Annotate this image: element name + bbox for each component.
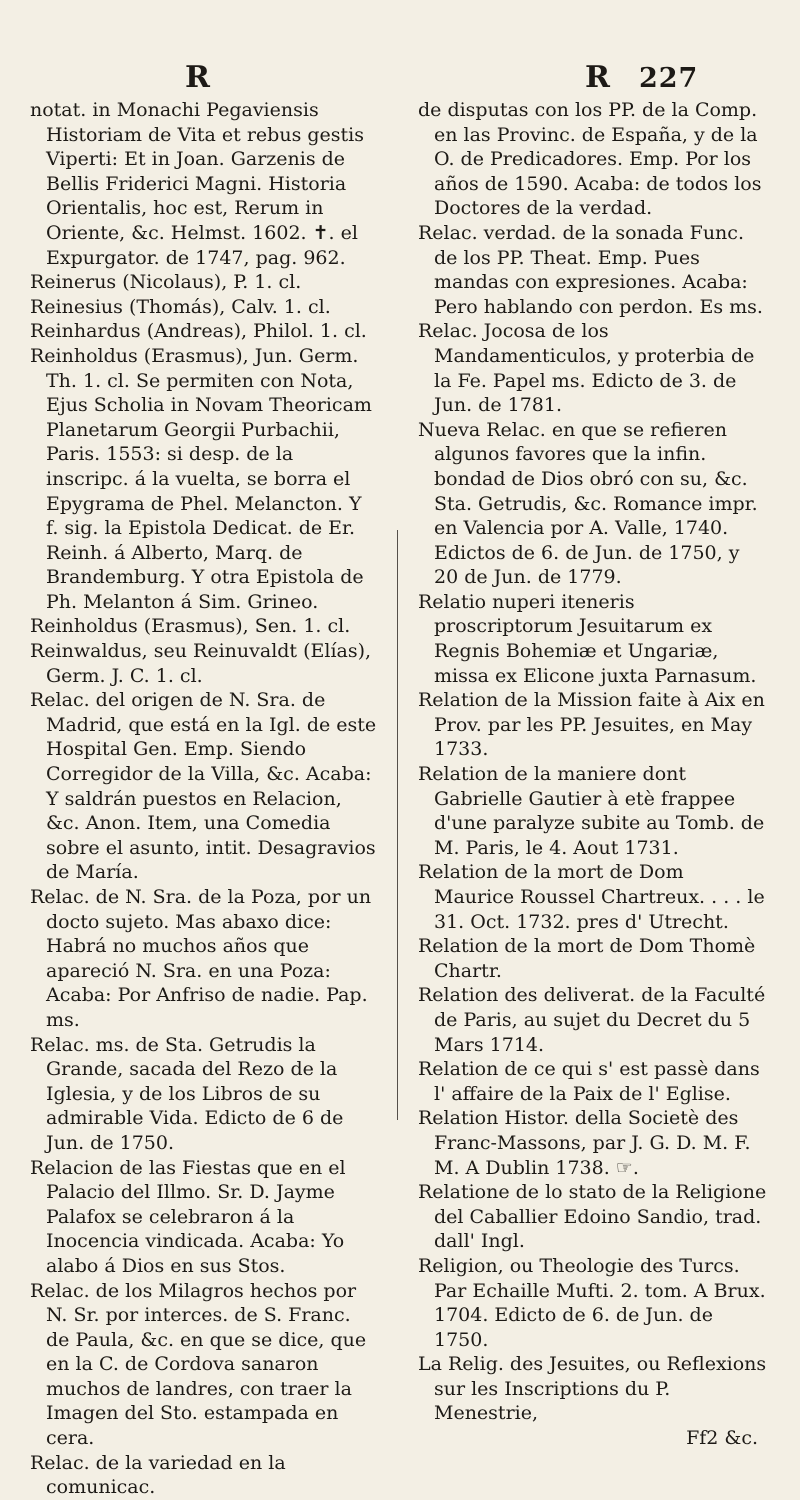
entry: Reinesius (Thomás), Calv. 1. cl. bbox=[30, 295, 331, 318]
entry: Relation Histor. della Societè des Franc-Massons, par J. G. D. M. F. M. A Dublin 1738. ☞. bbox=[418, 1107, 751, 1179]
entry: Relac. Jocosa de los Mandamenticulos, y proterbia de la Fe. Papel ms. Edicto de 3. de Jun. de 1781. bbox=[418, 320, 755, 417]
left-column bbox=[30, 98, 378, 1500]
entry: Relac. del origen de N. Sra. de Madrid, que está en la Igl. de este Hospital Gen. Emp. Siendo Corregidor de la Villa, &c. Acaba: Y saldrán puestos en Relacion, &c. Anon. Item, una Comedia sobre el asunto, intit. Desagravios de María. bbox=[30, 689, 377, 884]
signature-mark: Ff2 &c. bbox=[686, 1427, 758, 1450]
entry: Relac. ms. de Sta. Getrudis la Grande, sacada del Rezo de la Iglesia, y de los Libros de su admirable Vida. Edicto de 6 de Jun. de 1750. bbox=[30, 1033, 344, 1154]
entry: Relation de ce qui s' est passè dans l' affaire de la Paix de l' Eglise. bbox=[418, 1058, 760, 1105]
page-number: 227 bbox=[638, 63, 699, 94]
entry: Relation de la maniere dont Gabrielle Gautier à etè frappee d'une paralyze subite au Tomb. de M. Paris, le 4. Aout 1731. bbox=[418, 763, 765, 859]
entry: Relation de la Mission faite à Aix en Prov. par les PP. Jesuites, en May 1733. bbox=[418, 689, 765, 761]
entry: Relac. verdad. de la sonada Func. de los PP. Theat. Emp. Pues mandas con expresiones. Acaba: Pero hablando con perdon. Es ms. bbox=[418, 221, 763, 318]
entry: Relation des deliverat. de la Faculté de Paris, au sujet du Decret du 5 Mars 1714. bbox=[418, 984, 766, 1056]
entry: Reinwaldus, seu Reinuvaldt (Elías), Germ. J. C. 1. cl. bbox=[30, 640, 372, 687]
entry: Reinholdus (Erasmus), Sen. 1. cl. bbox=[30, 615, 351, 638]
running-head-letter: R bbox=[585, 60, 611, 95]
column-divider bbox=[397, 530, 398, 1120]
right-column bbox=[418, 98, 768, 1451]
entry: Nueva Relac. en que se refieren algunos favores que la infin. bondad de Dios obró con su, &c. Sta. Getrudis, &c. Romance impr. en Valencia por A. Valle, 1740. Edictos de 6. de Jun. de 1750, y 20 de Jun. de 1779. bbox=[418, 418, 758, 589]
entry: La Relig. des Jesuites, ou Reflexions sur les Inscriptions du P. Menestrie, bbox=[418, 1353, 767, 1425]
entry: Relatio nuperi iteneris proscriptorum Jesuitarum ex Regnis Bohemiæ et Ungariæ, missa ex Elicone juxta Parnasum. bbox=[418, 590, 757, 687]
running-head-left: R bbox=[185, 60, 211, 95]
entry: Relation de la mort de Dom Maurice Roussel Chartreux. . . . le 31. Oct. 1732. pres d' Utrecht. bbox=[418, 861, 765, 933]
entry: Relatione de lo stato de la Religione del Caballier Edoino Sandio, trad. dall' Ingl. bbox=[418, 1181, 767, 1253]
entry: Religion, ou Theologie des Turcs. Par Echaille Mufti. 2. tom. A Brux. 1704. Edicto de 6. de Jun. de 1750. bbox=[418, 1254, 766, 1351]
entry: Reinerus (Nicolaus), P. 1. cl. bbox=[30, 271, 302, 294]
entry: Relacion de las Fiestas que en el Palacio del Illmo. Sr. D. Jayme Palafox se celebraron á la Inocencia vindicada. Acaba: Yo alabo á Dios en sus Stos. bbox=[30, 1156, 346, 1277]
entry: Reinholdus (Erasmus), Jun. Germ. Th. 1. cl. Se permiten con Nota, Ejus Scholia in Novam Theoricam Planetarum Georgii Purbachii, Paris. 1553: si desp. de la inscripc. á la vuelta, se borra el Epygrama de Phel. Melancton. Y f. sig. la Epistola Dedicat. de Er. Reinh. á Alberto, Marq. de Brandemburg. Y otra Epistola de Ph. Melanton á Sim. Grineo. bbox=[30, 344, 372, 613]
running-head-right bbox=[585, 60, 698, 95]
entry: Relac. de los Milagros hechos por N. Sr. por interces. de S. Franc. de Paula, &c. en que se dice, que en la C. de Cordova sanaron muchos de landres, con traer la Imagen del Sto. estampada en cera. bbox=[30, 1279, 367, 1450]
entry: notat. in Monachi Pegaviensis Historiam de Vita et rebus gestis Viperti: Et in Joan. Garzenis de Bellis Friderici Magni. Historia Orientalis, hoc est, Rerum in Oriente, &c. Helmst. 1602. ✝. el Expurgator. de 1747, pag. 962. bbox=[30, 99, 364, 269]
entry: Relac. de la variedad en la comunicac. bbox=[30, 1451, 286, 1499]
entry: Relation de la mort de Dom Thomè Chartr. bbox=[418, 935, 756, 982]
entry: Reinhardus (Andreas), Philol. 1. cl. bbox=[30, 320, 367, 343]
entry: Relac. de N. Sra. de la Poza, por un docto sujeto. Mas abaxo dice: Habrá no muchos años que apareció N. Sra. en una Poza: Acaba: Por Anfriso de nadie. Pap. ms. bbox=[30, 886, 372, 1031]
entry: de disputas con los PP. de la Comp. en las Provinc. de España, y de la O. de Predicadores. Emp. Por los años de 1590. Acaba: de todos los Doctores de la verdad. bbox=[418, 99, 762, 220]
